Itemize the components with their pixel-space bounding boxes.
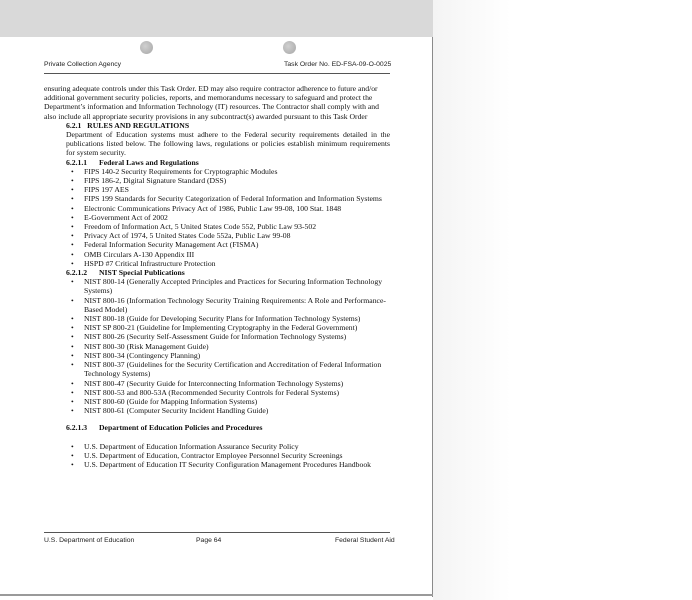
subsection-number: 6.2.1.2 bbox=[66, 268, 88, 278]
footer-left: U.S. Department of Education bbox=[44, 537, 135, 544]
header-rule bbox=[44, 73, 390, 74]
list-item: • FIPS 199 Standards for Security Categorization of Federal Information and Information Systems bbox=[84, 194, 390, 203]
list-item: • U.S. Department of Education, Contractor Employee Personnel Security Screenings bbox=[84, 451, 390, 460]
list-item: • NIST SP 800-21 (Guideline for Implementing Cryptography in the Federal Government) bbox=[84, 323, 390, 332]
list-item: • NIST 800-14 (Generally Accepted Principles and Practices for Securing Information Technology Systems) bbox=[84, 277, 390, 295]
list-item: • Federal Information Security Management Act (FISMA) bbox=[84, 240, 390, 249]
subsection-number: 6.2.1.1 bbox=[66, 157, 88, 167]
list-item: • FIPS 186-2, Digital Signature Standard (DSS) bbox=[84, 176, 390, 185]
punch-hole-right bbox=[283, 41, 296, 54]
list-item: • FIPS 197 AES bbox=[84, 185, 390, 194]
list-item: • NIST 800-61 (Computer Security Incident Handling Guide) bbox=[84, 406, 390, 415]
scan-margin bbox=[433, 0, 692, 600]
list-item: • NIST 800-18 (Guide for Developing Security Plans for Information Technology Systems) bbox=[84, 314, 390, 323]
list-item: • NIST 800-47 (Security Guide for Interconnecting Information Technology Systems) bbox=[84, 379, 390, 388]
footer-right: Federal Student Aid bbox=[335, 537, 395, 544]
list-item: • NIST 800-30 (Risk Management Guide) bbox=[84, 342, 390, 351]
subsection-heading-ed-policies bbox=[44, 423, 390, 432]
list-item: • NIST 800-16 (Information Technology Security Training Requirements: A Role and Performance-Based Model) bbox=[84, 296, 390, 314]
page-bottom-edge bbox=[0, 594, 433, 596]
list-item: • Privacy Act of 1974, 5 United States Code 552a, Public Law 99-08 bbox=[84, 231, 390, 240]
federal-laws-list bbox=[44, 167, 390, 268]
section-6-2-1 bbox=[44, 121, 390, 158]
ed-policies-list bbox=[44, 442, 390, 470]
subsection-title: Department of Education Policies and Procedures bbox=[99, 423, 263, 433]
list-item: • OMB Circulars A-130 Appendix III bbox=[84, 250, 390, 259]
list-item: • Freedom of Information Act, 5 United States Code 552, Public Law 93-502 bbox=[84, 222, 390, 231]
section-heading bbox=[66, 121, 390, 130]
list-item: • NIST 800-34 (Contingency Planning) bbox=[84, 351, 390, 360]
punch-hole-left bbox=[140, 41, 153, 54]
list-item: • HSPD #7 Critical Infrastructure Protection bbox=[84, 259, 390, 268]
nist-publications-list bbox=[44, 277, 390, 415]
intro-paragraph: ensuring adequate controls under this Task Order. ED may also require contractor adherence to future and/or additional government security policies, reports, and memorandums necessary to safeguard and protect the Department’s information and Information Technology (IT) resources. The Contractor shall comply with and also include all appropriate security provisions in any subcontract(s) awarded pursuant to this Task Order bbox=[44, 84, 379, 121]
list-item: • NIST 800-26 (Security Self-Assessment Guide for Information Technology Systems) bbox=[84, 332, 390, 341]
list-item: • U.S. Department of Education Information Assurance Security Policy bbox=[84, 442, 390, 451]
list-item: • Electronic Communications Privacy Act of 1986, Public Law 99-08, 100 Stat. 1848 bbox=[84, 204, 390, 213]
footer-rule bbox=[44, 532, 390, 533]
subsection-heading-federal-laws bbox=[44, 158, 390, 167]
list-item: • NIST 800-53 and 800-53A (Recommended Security Controls for Federal Systems) bbox=[84, 388, 390, 397]
header-left: Private Collection Agency bbox=[44, 61, 122, 68]
page-edge bbox=[432, 37, 433, 597]
section-title: RULES AND REGULATIONS bbox=[87, 120, 190, 130]
list-item: • U.S. Department of Education IT Security Configuration Management Procedures Handbook bbox=[84, 460, 390, 469]
subsection-number: 6.2.1.3 bbox=[66, 423, 88, 433]
section-number: 6.2.1 bbox=[66, 120, 82, 130]
list-item: • E-Government Act of 2002 bbox=[84, 213, 390, 222]
list-item: • NIST 800-37 (Guidelines for the Security Certification and Accreditation of Federal Information Technology Systems) bbox=[84, 360, 390, 378]
section-body: Department of Education systems must adhere to the Federal security requirements detailed in the publications listed below. The following laws, regulations or policies establish minimum requirements for system security. bbox=[66, 130, 390, 158]
subsection-title: NIST Special Publications bbox=[99, 268, 185, 278]
subsection-title: Federal Laws and Regulations bbox=[99, 157, 199, 167]
list-item: • FIPS 140-2 Security Requirements for Cryptographic Modules bbox=[84, 167, 390, 176]
subsection-heading-nist bbox=[44, 268, 390, 277]
header-right: Task Order No. ED-FSA-09-O-0025 bbox=[284, 61, 392, 68]
page-body bbox=[44, 84, 390, 469]
footer-page-number: Page 64 bbox=[196, 537, 222, 544]
list-item: • NIST 800-60 (Guide for Mapping Information Systems) bbox=[84, 397, 390, 406]
